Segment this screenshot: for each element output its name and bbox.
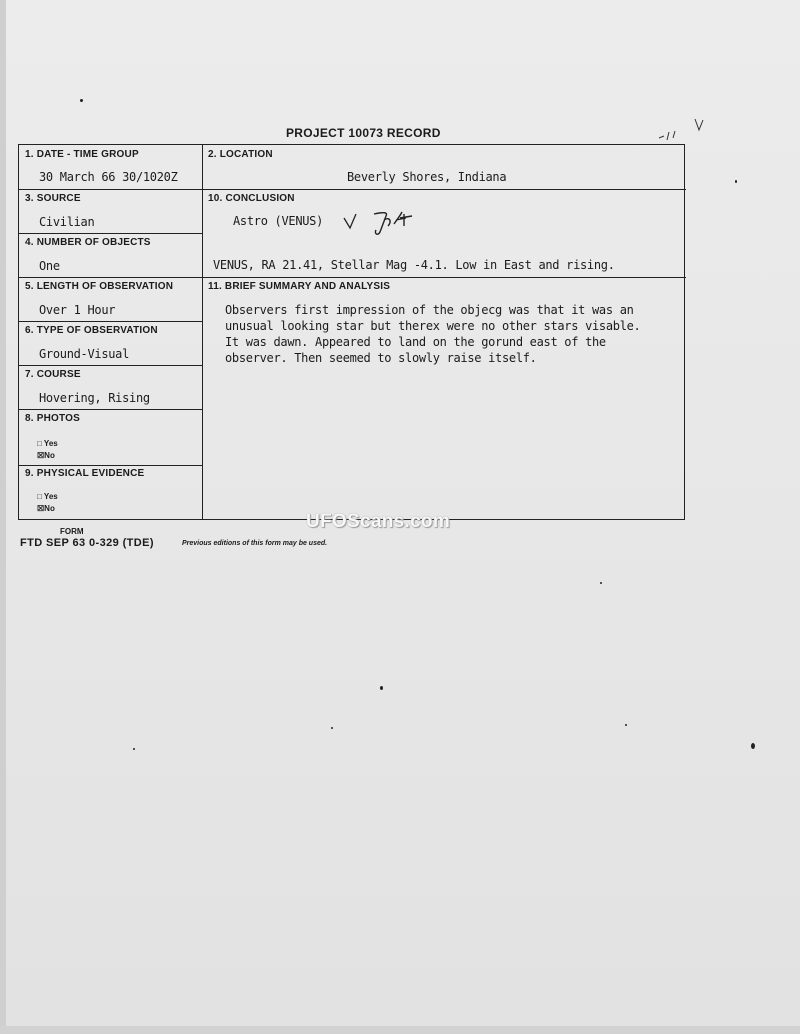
location-value: Beverly Shores, Indiana bbox=[347, 170, 507, 184]
conclusion-label: 10. CONCLUSION bbox=[208, 193, 295, 204]
course-value: Hovering, Rising bbox=[39, 391, 150, 405]
conclusion-value: Astro (VENUS) bbox=[233, 214, 324, 228]
number-of-objects-value: One bbox=[39, 259, 60, 273]
location-label: 2. LOCATION bbox=[208, 149, 273, 160]
summary-text bbox=[225, 302, 685, 366]
footer-form-id: FTD SEP 63 0-329 (TDE) bbox=[20, 537, 154, 549]
record-title: PROJECT 10073 RECORD bbox=[286, 126, 441, 140]
row-divider bbox=[19, 189, 202, 190]
scan-speck bbox=[133, 748, 135, 750]
course-label: 7. COURSE bbox=[25, 369, 81, 380]
photos-no-option: ☒No bbox=[37, 451, 55, 460]
scan-speck bbox=[80, 99, 83, 102]
watermark: UFOScans.com bbox=[306, 511, 451, 532]
row-divider bbox=[19, 233, 202, 234]
summary-line: observer. Then seemed to slowly raise itself. bbox=[225, 351, 537, 365]
type-of-observation-value: Ground-Visual bbox=[39, 347, 130, 361]
scan-speck bbox=[751, 743, 755, 749]
scan-speck bbox=[735, 180, 737, 183]
photos-yes-label: Yes bbox=[43, 439, 58, 448]
row-divider bbox=[19, 321, 202, 322]
summary-line: It was dawn. Appeared to land on the gorund east of the bbox=[225, 335, 606, 349]
date-time-group-label: 1. DATE - TIME GROUP bbox=[25, 149, 139, 160]
scan-speck bbox=[380, 686, 383, 690]
row-divider bbox=[19, 365, 202, 366]
summary-line: unusual looking star but therex were no other stars visable. bbox=[225, 319, 641, 333]
length-of-observation-value: Over 1 Hour bbox=[39, 303, 116, 317]
source-label: 3. SOURCE bbox=[25, 193, 81, 204]
row-divider bbox=[202, 189, 686, 190]
footer-note: Previous editions of this form may be used. bbox=[182, 540, 328, 547]
row-divider bbox=[19, 277, 202, 278]
physical-evidence-yes-label: Yes bbox=[43, 492, 58, 501]
number-of-objects-label: 4. NUMBER OF OBJECTS bbox=[25, 237, 151, 248]
scan-edge-left bbox=[0, 0, 6, 1034]
column-divider bbox=[202, 145, 203, 519]
type-of-observation-label: 6. TYPE OF OBSERVATION bbox=[25, 325, 158, 336]
row-divider bbox=[19, 465, 202, 466]
row-divider bbox=[19, 409, 202, 410]
footer-form-word: FORM bbox=[60, 527, 84, 536]
scan-speck bbox=[625, 724, 627, 726]
physical-evidence-no-label: No bbox=[44, 504, 55, 513]
physical-evidence-yes-option: □ Yes bbox=[37, 492, 58, 501]
row-divider bbox=[202, 277, 686, 278]
summary-label: 11. BRIEF SUMMARY AND ANALYSIS bbox=[208, 281, 391, 292]
scan-speck bbox=[331, 727, 333, 729]
photos-label: 8. PHOTOS bbox=[25, 413, 80, 424]
scan-speck bbox=[600, 582, 602, 584]
photos-yes-option: □ Yes bbox=[37, 439, 58, 448]
handwritten-signature bbox=[340, 206, 430, 236]
date-time-group-value: 30 March 66 30/1020Z bbox=[39, 170, 178, 184]
summary-line: Observers first impression of the objecg was that it was an bbox=[225, 303, 634, 317]
length-of-observation-label: 5. LENGTH OF OBSERVATION bbox=[25, 281, 174, 292]
source-value: Civilian bbox=[39, 215, 95, 229]
physical-evidence-no-option: ☒No bbox=[37, 504, 55, 513]
physical-evidence-label: 9. PHYSICAL EVIDENCE bbox=[25, 468, 145, 479]
photos-no-label: No bbox=[44, 451, 55, 460]
conclusion-detail: VENUS, RA 21.41, Stellar Mag -4.1. Low in East and rising. bbox=[213, 258, 615, 272]
scan-edge-bottom bbox=[0, 1026, 800, 1034]
